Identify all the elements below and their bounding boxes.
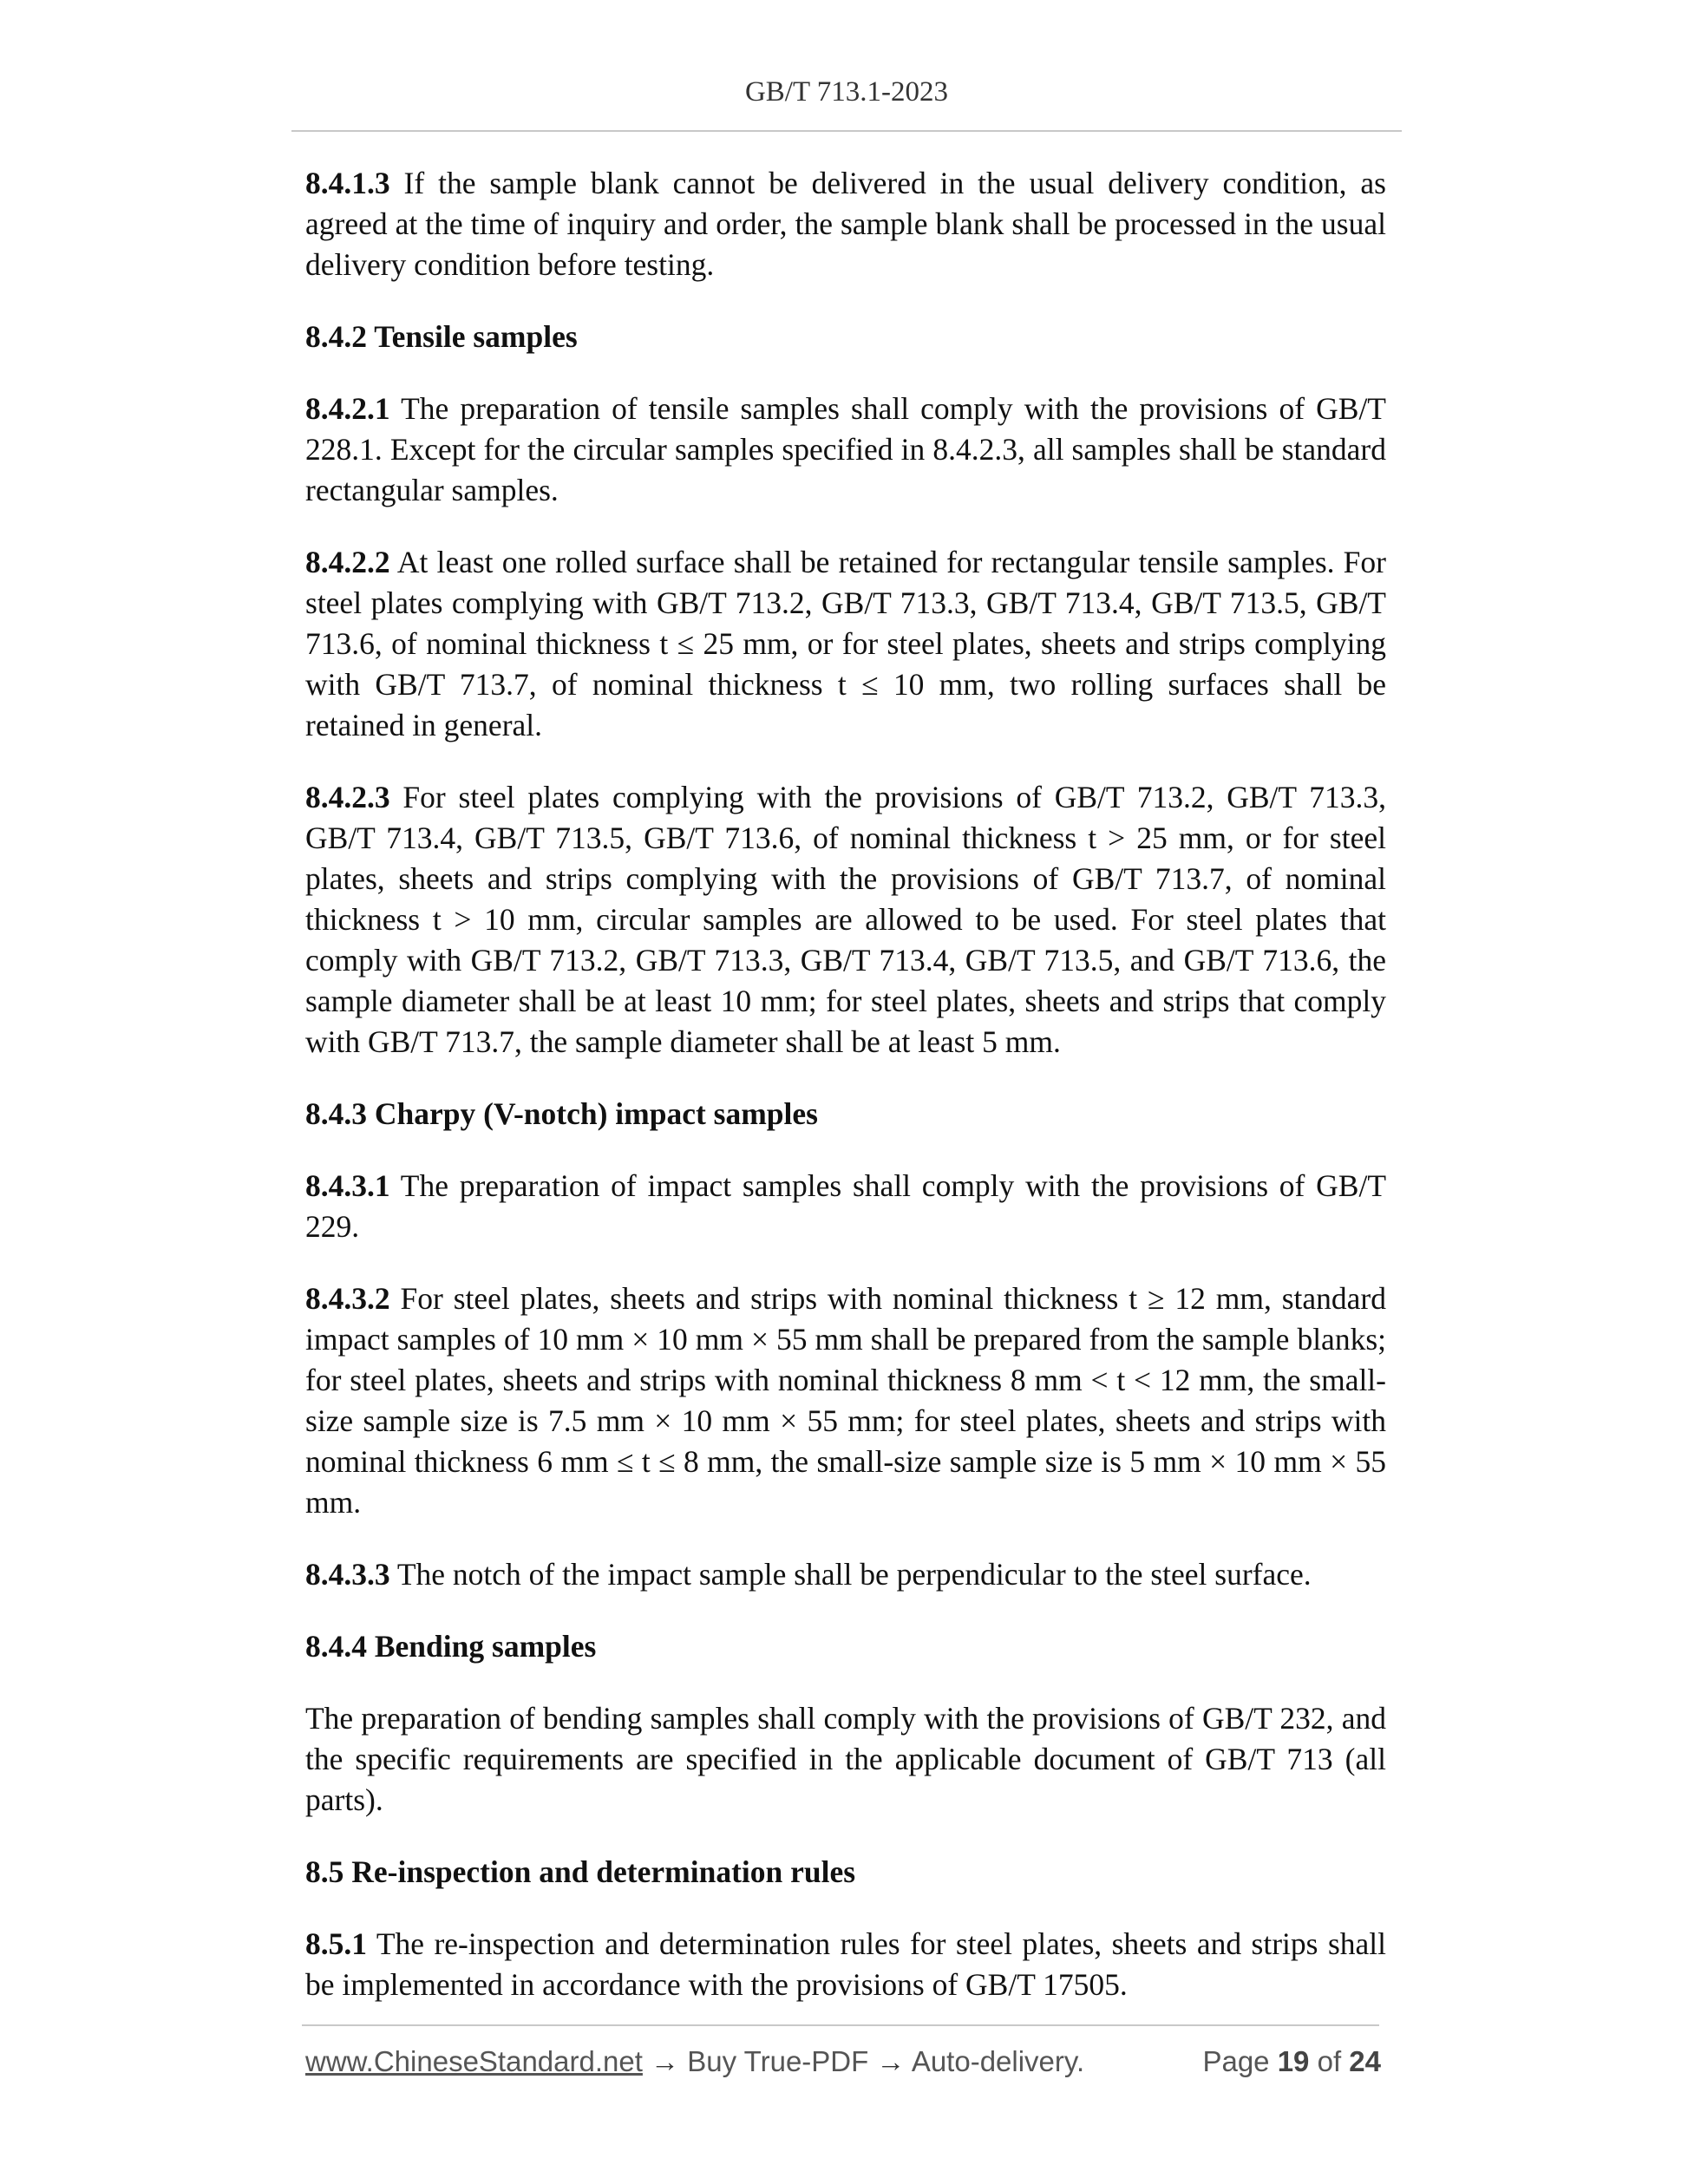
footer-divider	[302, 2024, 1379, 2026]
bending-samples-paragraph	[305, 1698, 1386, 1821]
footer-promo	[305, 2045, 1084, 2078]
clause-text: The notch of the impact sample shall be perpendicular to the steel surface.	[389, 1557, 1312, 1592]
section-heading-8-4-4: 8.4.4 Bending samples	[305, 1629, 597, 1664]
clause-text: For steel plates complying with the provisions of GB/T 713.2, GB/T 713.3, GB/T 713.4, GB/T 713.5, GB/T 713.6, of nominal thickness t > 25 mm, or for steel plates, sheets and strips complying with the provisions of GB/T 713.7, of nominal thickness t > 10 mm, circular samples are allowed to be used. For steel plates that comply with GB/T 713.2, GB/T 713.3, GB/T 713.4, GB/T 713.5, and GB/T 713.6, the sample diameter shall be at least 10 mm; for steel plates, sheets and strips that comply with GB/T 713.7, the sample diameter shall be at least 5 mm.	[305, 780, 1386, 1059]
clause-number: 8.4.2.2	[305, 545, 390, 579]
page-footer	[305, 2045, 1381, 2085]
clause-text: The re-inspection and determination rules for steel plates, sheets and strips shall be implemented in accordance with the provisions of GB/T 17505.	[305, 1926, 1386, 2002]
clause-text: The preparation of impact samples shall comply with the provisions of GB/T 229.	[305, 1168, 1386, 1244]
clause-number: 8.4.2.3	[305, 780, 390, 814]
clause-8-4-2-3	[305, 777, 1386, 1063]
clause-8-4-2-1	[305, 389, 1386, 511]
section-heading-8-5: 8.5 Re-inspection and determination rules	[305, 1854, 856, 1889]
section-heading-8-4-2: 8.4.2 Tensile samples	[305, 319, 578, 354]
delivery-text: Auto-delivery.	[905, 2045, 1085, 2077]
of-label: of	[1309, 2045, 1350, 2077]
clause-text: The preparation of bending samples shall comply with the provisions of GB/T 232, and the specific requirements are specified in the applicable document of GB/T 713 (all parts).	[305, 1701, 1386, 1817]
clause-text: If the sample blank cannot be delivered in the usual delivery condition, as agreed at the time of inquiry and order, the sample blank shall be processed in the usual delivery condition before testing.	[305, 166, 1386, 282]
clause-8-4-3-3	[305, 1554, 1386, 1595]
page-label: Page	[1202, 2045, 1278, 2077]
clause-8-4-3-1	[305, 1166, 1386, 1247]
clause-text: For steel plates, sheets and strips with nominal thickness t ≥ 12 mm, standard impact samples of 10 mm × 10 mm × 55 mm shall be prepared from the sample blanks; for steel plates, sheets and strips with nominal thickness 8 mm < t < 12 mm, the small-size sample size is 7.5 mm × 10 mm × 55 mm; for steel plates, sheets and strips with nominal thickness 6 mm ≤ t ≤ 8 mm, the small-size sample size is 5 mm × 10 mm × 55 mm.	[305, 1281, 1386, 1520]
document-body	[305, 163, 1386, 2037]
clause-8-5-1	[305, 1924, 1386, 2005]
arrow-right-icon: →	[876, 2045, 906, 2077]
page-number: 19	[1277, 2045, 1310, 2077]
clause-number: 8.4.2.1	[305, 391, 390, 426]
website-link[interactable]: www.ChineseStandard.net	[305, 2045, 643, 2077]
clause-number: 8.4.3.2	[305, 1281, 390, 1316]
total-pages: 24	[1349, 2045, 1381, 2077]
page-indicator	[1202, 2045, 1381, 2078]
section-heading-8-4-3: 8.4.3 Charpy (V-notch) impact samples	[305, 1096, 818, 1131]
clause-text: The preparation of tensile samples shall comply with the provisions of GB/T 228.1. Except for the circular samples specified in 8.4.2.3, all samples shall be standard rectangular samples.	[305, 391, 1386, 507]
clause-text: At least one rolled surface shall be retained for rectangular tensile samples. For steel plates complying with GB/T 713.2, GB/T 713.3, GB/T 713.4, GB/T 713.5, GB/T 713.6, of nominal thickness t ≤ 25 mm, or for steel plates, sheets and strips complying with GB/T 713.7, of nominal thickness t ≤ 10 mm, two rolling surfaces shall be retained in general.	[305, 545, 1386, 742]
clause-number: 8.4.1.3	[305, 166, 390, 200]
clause-number: 8.5.1	[305, 1926, 367, 1961]
clause-number: 8.4.3.1	[305, 1168, 390, 1203]
clause-8-4-1-3	[305, 163, 1386, 285]
arrow-right-icon: →	[651, 2045, 680, 2077]
header-divider	[291, 130, 1402, 132]
clause-number: 8.4.3.3	[305, 1557, 390, 1592]
document-header: GB/T 713.1-2023	[744, 76, 949, 108]
buy-text: Buy True-PDF	[679, 2045, 877, 2077]
clause-8-4-3-2	[305, 1278, 1386, 1523]
clause-8-4-2-2	[305, 542, 1386, 746]
